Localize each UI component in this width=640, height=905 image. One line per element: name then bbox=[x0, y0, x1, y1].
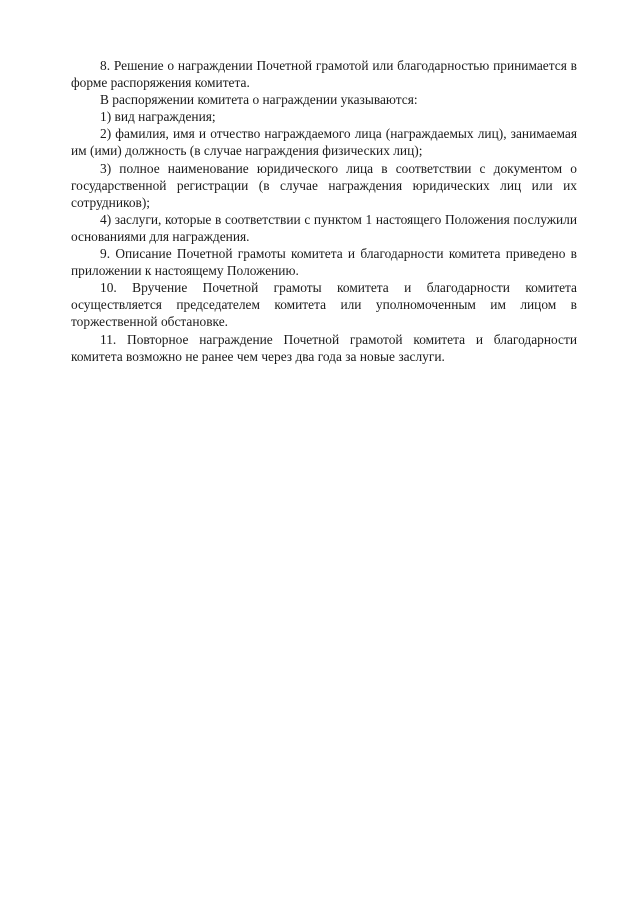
paragraph-8-item-3: 3) полное наименование юридического лица в соответствии с документом о государственной регистрации (в случае награждения юридических лиц или их сотрудников); bbox=[71, 160, 577, 210]
paragraph-10: 10. Вручение Почетной грамоты комитета и благодарности комитета осуществляется председателем комитета или уполномоченным им лицом в торжественной обстановке. bbox=[71, 280, 577, 330]
paragraph-8-intro: В распоряжении комитета о награждении указываются: bbox=[100, 92, 418, 108]
paragraph-8-item-4: 4) заслуги, которые в соответствии с пунктом 1 настоящего Положения послужили основаниями для награждения. bbox=[71, 211, 577, 244]
paragraph-8-item-2: 2) фамилия, имя и отчество награждаемого лица (награждаемых лиц), занимаемая им (ими) должность (в случае награждения физических лиц); bbox=[71, 126, 577, 159]
document-body bbox=[71, 57, 577, 365]
paragraph-9: 9. Описание Почетной грамоты комитета и благодарности комитета приведено в приложении к настоящему Положению. bbox=[71, 246, 577, 279]
paragraph-8: 8. Решение о награждении Почетной грамотой или благодарностью принимается в форме распоряжения комитета. bbox=[71, 58, 577, 91]
paragraph-11: 11. Повторное награждение Почетной грамотой комитета и благодарности комитета возможно не ранее чем через два года за новые заслуги. bbox=[71, 331, 577, 364]
paragraph-8-item-1: 1) вид награждения; bbox=[100, 109, 216, 125]
